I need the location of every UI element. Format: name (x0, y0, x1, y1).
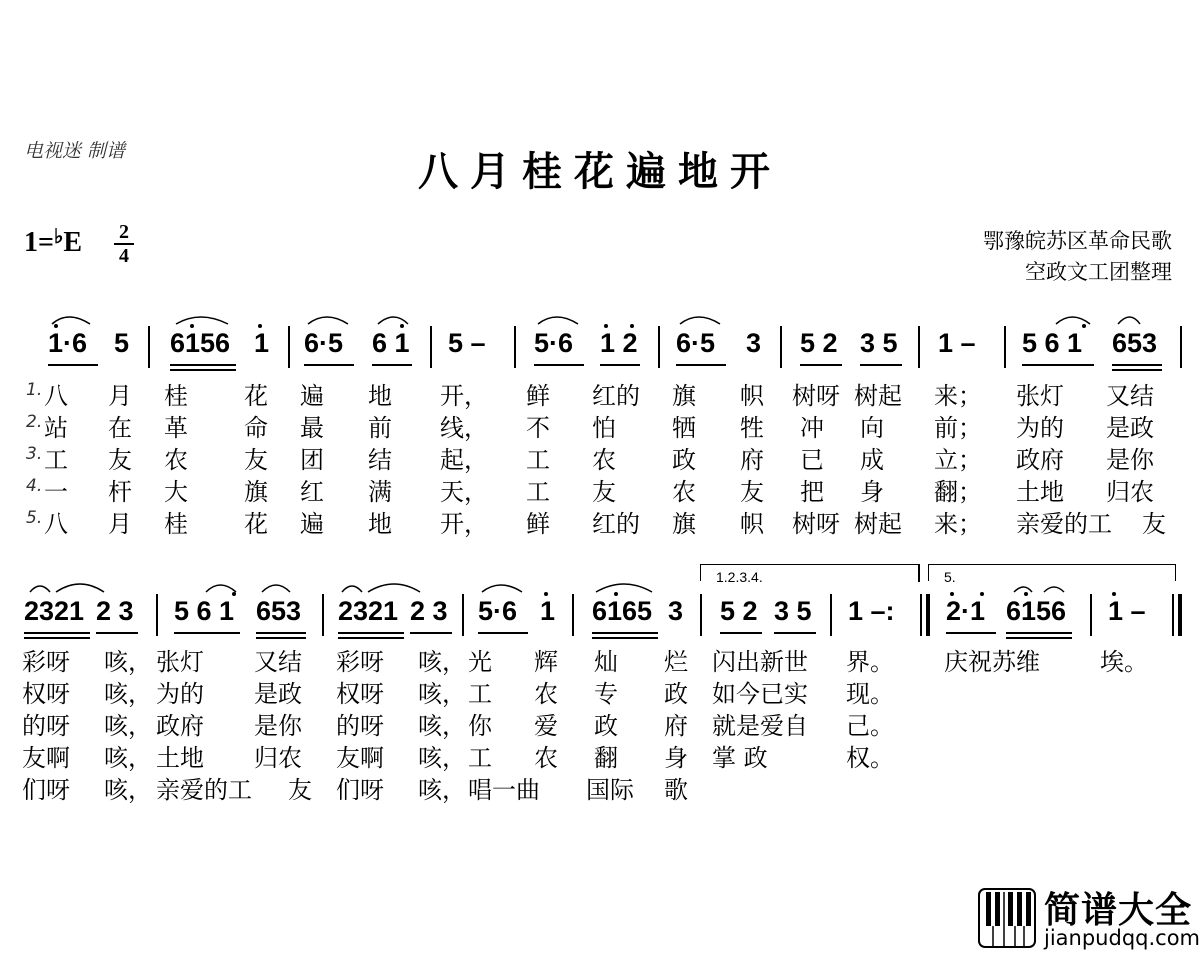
beam (860, 364, 902, 366)
note: 5·6 (478, 596, 518, 626)
final-barline-thick (1178, 594, 1182, 636)
lyric-line-4 (0, 472, 1200, 506)
lyric: 张灯 (156, 648, 204, 676)
barline (700, 594, 702, 636)
time-bottom: 4 (119, 245, 129, 267)
note: 6156 (170, 328, 231, 358)
lyric: 牺 (672, 414, 696, 442)
verse-number: 2. (26, 412, 43, 432)
lyric: 站 (44, 414, 68, 442)
lyric: 为的 (156, 680, 204, 708)
barline (156, 594, 158, 636)
lyric: 亲爱的工 (1016, 510, 1112, 538)
lyric: 桂 (164, 510, 188, 538)
notation-row-1 (0, 328, 1200, 364)
note: 3 (668, 596, 684, 626)
lyric: 怕 (592, 414, 616, 442)
lyric: 归农 (254, 744, 302, 772)
notation-row-2 (0, 596, 1200, 632)
lyric: 友啊 (22, 744, 70, 772)
lyric: 咳， (104, 680, 152, 708)
lyric: 月 (108, 382, 132, 410)
lyric: 工 (468, 744, 492, 772)
slurs-row-2 (0, 574, 1200, 596)
lyric: 咳， (104, 712, 152, 740)
beam (372, 364, 412, 366)
lyric: 咳， (418, 744, 466, 772)
lyric: 光 (468, 648, 492, 676)
lyric: 花 (244, 510, 268, 538)
barline (780, 326, 782, 368)
beam (174, 632, 240, 634)
source-line2: 空政文工团整理 (1025, 260, 1172, 284)
lyric: 就是爱自 (712, 712, 808, 740)
verse-number: 1. (26, 380, 43, 400)
note: 5·6 (534, 328, 574, 358)
barline (1090, 594, 1092, 636)
lyric: 们呀 (336, 776, 384, 804)
beam (304, 364, 354, 366)
note: 6·5 (304, 328, 344, 358)
beam (170, 369, 236, 371)
note: 2 3 (96, 596, 134, 626)
lyric: 工 (44, 446, 68, 474)
lyric: 专 (594, 680, 618, 708)
note: 2·1 (946, 596, 986, 626)
beam (338, 637, 404, 639)
lyric: 把 (800, 478, 824, 506)
lyric: 已 (800, 446, 824, 474)
note: 6 1 (372, 328, 410, 358)
lyric: 彩呀 (336, 648, 384, 676)
note: 3 (746, 328, 762, 358)
barline (148, 326, 150, 368)
lyric: 农 (164, 446, 188, 474)
repeat-barline (920, 594, 922, 636)
lyric: 权呀 (336, 680, 384, 708)
lyric: 帜 (740, 510, 764, 538)
lyric: 起， (440, 446, 488, 474)
logo-url: jianpudqq.com (1044, 926, 1200, 950)
lyric: 向 (860, 414, 884, 442)
note: 6·5 (676, 328, 716, 358)
beam (1006, 632, 1072, 634)
note: 5 2 (800, 328, 838, 358)
lyric: 烂 (664, 648, 688, 676)
barline (830, 594, 832, 636)
lyric: 工 (526, 478, 550, 506)
lyric: 是你 (254, 712, 302, 740)
lyric: 红 (300, 478, 324, 506)
lyric-line-r2-4 (0, 738, 1200, 772)
note: 1·6 (48, 328, 88, 358)
lyric: 遍 (300, 382, 324, 410)
beam (534, 364, 584, 366)
beam (478, 632, 528, 634)
barline (658, 326, 660, 368)
beam (256, 637, 306, 639)
beam (774, 632, 816, 634)
lyric: 友 (1142, 510, 1166, 538)
lyric: 们呀 (22, 776, 70, 804)
note: 6156 (1006, 596, 1067, 626)
note: 5 6 1 (174, 596, 235, 626)
lyric: 己。 (846, 712, 894, 740)
note: 5 6 1 (1022, 328, 1083, 358)
barline (288, 326, 290, 368)
beam (256, 632, 306, 634)
lyric: 是政 (254, 680, 302, 708)
lyric: 张灯 (1016, 382, 1064, 410)
lyric: 的呀 (336, 712, 384, 740)
lyric: 政 (672, 446, 696, 474)
lyric: 界。 (846, 648, 894, 676)
lyric: 如今已实 (712, 680, 808, 708)
lyric: 灿 (594, 648, 618, 676)
credit-text: 电视迷 制谱 (24, 140, 126, 162)
lyric: 线， (440, 414, 488, 442)
lyric: 旗 (672, 382, 696, 410)
beam (1006, 637, 1072, 639)
lyric: 政府 (156, 712, 204, 740)
lyric-line-r2-5 (0, 770, 1200, 804)
note: 6165 (592, 596, 653, 626)
slurs-row-1 (0, 306, 1200, 328)
verse-number: 5. (26, 508, 43, 528)
lyric: 旗 (244, 478, 268, 506)
lyric-line-r2-1 (0, 642, 1200, 676)
beam (600, 364, 640, 366)
beam (170, 364, 236, 366)
lyric: 在 (108, 414, 132, 442)
note: 1 (540, 596, 556, 626)
lyric: 最 (300, 414, 324, 442)
lyric: 八 (44, 382, 68, 410)
source-line1: 鄂豫皖苏区革命民歌 (983, 229, 1172, 253)
time-top: 2 (119, 221, 129, 243)
lyric: 土地 (156, 744, 204, 772)
lyric: 翻； (934, 478, 982, 506)
lyric: 政府 (1016, 446, 1064, 474)
barline (514, 326, 516, 368)
lyric-line-r2-2 (0, 674, 1200, 708)
lyric: 旗 (672, 510, 696, 538)
lyric: 前 (368, 414, 392, 442)
lyric: 翻 (594, 744, 618, 772)
lyric: 辉 (534, 648, 558, 676)
lyric: 树起 (854, 382, 902, 410)
key-note: E (63, 227, 83, 258)
lyric: 农 (534, 680, 558, 708)
key-signature (24, 224, 82, 259)
lyric-line-1 (0, 376, 1200, 410)
lyric: 唱一曲 (468, 776, 540, 804)
lyric: 工 (468, 680, 492, 708)
lyric: 立； (934, 446, 982, 474)
lyric: 闪出新世 (712, 648, 808, 676)
beam (24, 632, 90, 634)
lyric: 满 (368, 478, 392, 506)
lyric: 土地 (1016, 478, 1064, 506)
lyric: 天， (440, 478, 488, 506)
key-prefix: 1= (24, 227, 54, 258)
lyric-line-2 (0, 408, 1200, 442)
lyric: 不 (526, 414, 550, 442)
lyric: 桂 (164, 382, 188, 410)
lyric: 咳， (418, 648, 466, 676)
note: 653 (256, 596, 302, 626)
lyric: 又结 (1106, 382, 1154, 410)
note: 1 (254, 328, 270, 358)
lyric: 农 (672, 478, 696, 506)
lyric: 鲜 (526, 382, 550, 410)
barline (572, 594, 574, 636)
logo-text: 简谱大全 (1044, 890, 1193, 931)
lyric: 庆祝苏维 (944, 648, 1040, 676)
lyric: 为的 (1016, 414, 1064, 442)
lyric: 现。 (846, 680, 894, 708)
note: 2321 (338, 596, 399, 626)
beam (1112, 369, 1162, 371)
lyric: 友 (592, 478, 616, 506)
lyric-line-3 (0, 440, 1200, 474)
beam (592, 632, 658, 634)
lyric: 友 (244, 446, 268, 474)
song-title: 八月桂花遍地开 (418, 148, 782, 195)
lyric: 工 (526, 446, 550, 474)
lyric: 树呀 (792, 382, 840, 410)
beam (338, 632, 404, 634)
lyric: 归农 (1106, 478, 1154, 506)
beam (800, 364, 842, 366)
lyric: 红的 (592, 382, 640, 410)
lyric: 友 (108, 446, 132, 474)
lyric-line-r2-3 (0, 706, 1200, 740)
lyric: 开， (440, 382, 488, 410)
lyric: 友啊 (336, 744, 384, 772)
lyric: 咳， (418, 680, 466, 708)
beam (24, 637, 90, 639)
lyric: 鲜 (526, 510, 550, 538)
lyric: 农 (534, 744, 558, 772)
lyric: 友 (740, 478, 764, 506)
lyric: 红的 (592, 510, 640, 538)
lyric: 一 (44, 478, 68, 506)
note: 1 –: (848, 596, 895, 626)
note: 1 2 (600, 328, 638, 358)
lyric: 府 (664, 712, 688, 740)
lyric: 八 (44, 510, 68, 538)
lyric: 府 (740, 446, 764, 474)
lyric: 权呀 (22, 680, 70, 708)
note: 5 (114, 328, 130, 358)
lyric: 亲爱的工 (156, 776, 252, 804)
beam (1022, 364, 1094, 366)
barline (1004, 326, 1006, 368)
lyric: 结 (368, 446, 392, 474)
lyric: 友 (288, 776, 312, 804)
lyric: 来； (934, 382, 982, 410)
note: 5 – (448, 328, 486, 358)
lyric: 咳， (418, 776, 466, 804)
lyric: 是你 (1106, 446, 1154, 474)
note: 2321 (24, 596, 85, 626)
beam (720, 632, 762, 634)
lyric: 国际 (586, 776, 634, 804)
lyric: 革 (164, 414, 188, 442)
piano-keys-icon (978, 888, 1036, 948)
lyric: 月 (108, 510, 132, 538)
lyric-line-5 (0, 504, 1200, 538)
barline (1180, 326, 1182, 368)
lyric: 你 (468, 712, 492, 740)
beam (96, 632, 138, 634)
source-info (983, 226, 1172, 288)
note: 2 3 (410, 596, 448, 626)
lyric: 的呀 (22, 712, 70, 740)
lyric: 冲 (800, 414, 824, 442)
note: 3 5 (774, 596, 812, 626)
lyric: 开， (440, 510, 488, 538)
final-barline (1172, 594, 1174, 636)
lyric: 地 (368, 510, 392, 538)
time-signature (114, 222, 134, 266)
barline (430, 326, 432, 368)
verse-number: 3. (26, 444, 43, 464)
note: 653 (1112, 328, 1158, 358)
lyric: 前； (934, 414, 982, 442)
lyric: 咳， (418, 712, 466, 740)
lyric: 树呀 (792, 510, 840, 538)
lyric: 埃。 (1100, 648, 1148, 676)
barline (462, 594, 464, 636)
lyric: 成 (860, 446, 884, 474)
lyric: 权。 (846, 744, 894, 772)
beam (1112, 364, 1162, 366)
lyric: 花 (244, 382, 268, 410)
lyric: 掌 政 (712, 744, 768, 772)
lyric: 政 (594, 712, 618, 740)
lyric: 又结 (254, 648, 302, 676)
barline (322, 594, 324, 636)
beam (676, 364, 726, 366)
beam (48, 364, 98, 366)
beam (592, 637, 658, 639)
lyric: 歌 (664, 776, 688, 804)
note: 5 2 (720, 596, 758, 626)
lyric: 身 (664, 744, 688, 772)
lyric: 来； (934, 510, 982, 538)
volta-label-2: 5. (944, 569, 956, 585)
note: 1 – (938, 328, 976, 358)
lyric: 政 (664, 680, 688, 708)
verse-number: 4. (26, 476, 43, 496)
repeat-barline-thick (926, 594, 930, 636)
barline (918, 326, 920, 368)
lyric: 牲 (740, 414, 764, 442)
note: 3 5 (860, 328, 898, 358)
lyric: 遍 (300, 510, 324, 538)
lyric: 是政 (1106, 414, 1154, 442)
lyric: 彩呀 (22, 648, 70, 676)
lyric: 身 (860, 478, 884, 506)
lyric: 命 (244, 414, 268, 442)
lyric: 杆 (108, 478, 132, 506)
lyric: 咳， (104, 776, 152, 804)
lyric: 帜 (740, 382, 764, 410)
lyric: 咳， (104, 648, 152, 676)
beam (946, 632, 996, 634)
lyric: 咳， (104, 744, 152, 772)
lyric: 大 (164, 478, 188, 506)
lyric: 团 (300, 446, 324, 474)
lyric: 农 (592, 446, 616, 474)
lyric: 树起 (854, 510, 902, 538)
lyric: 地 (368, 382, 392, 410)
note: 1 – (1108, 596, 1146, 626)
lyric: 爱 (534, 712, 558, 740)
flat-sign: ♭ (53, 226, 64, 248)
beam (410, 632, 452, 634)
volta-label-1: 1.2.3.4. (716, 569, 763, 585)
